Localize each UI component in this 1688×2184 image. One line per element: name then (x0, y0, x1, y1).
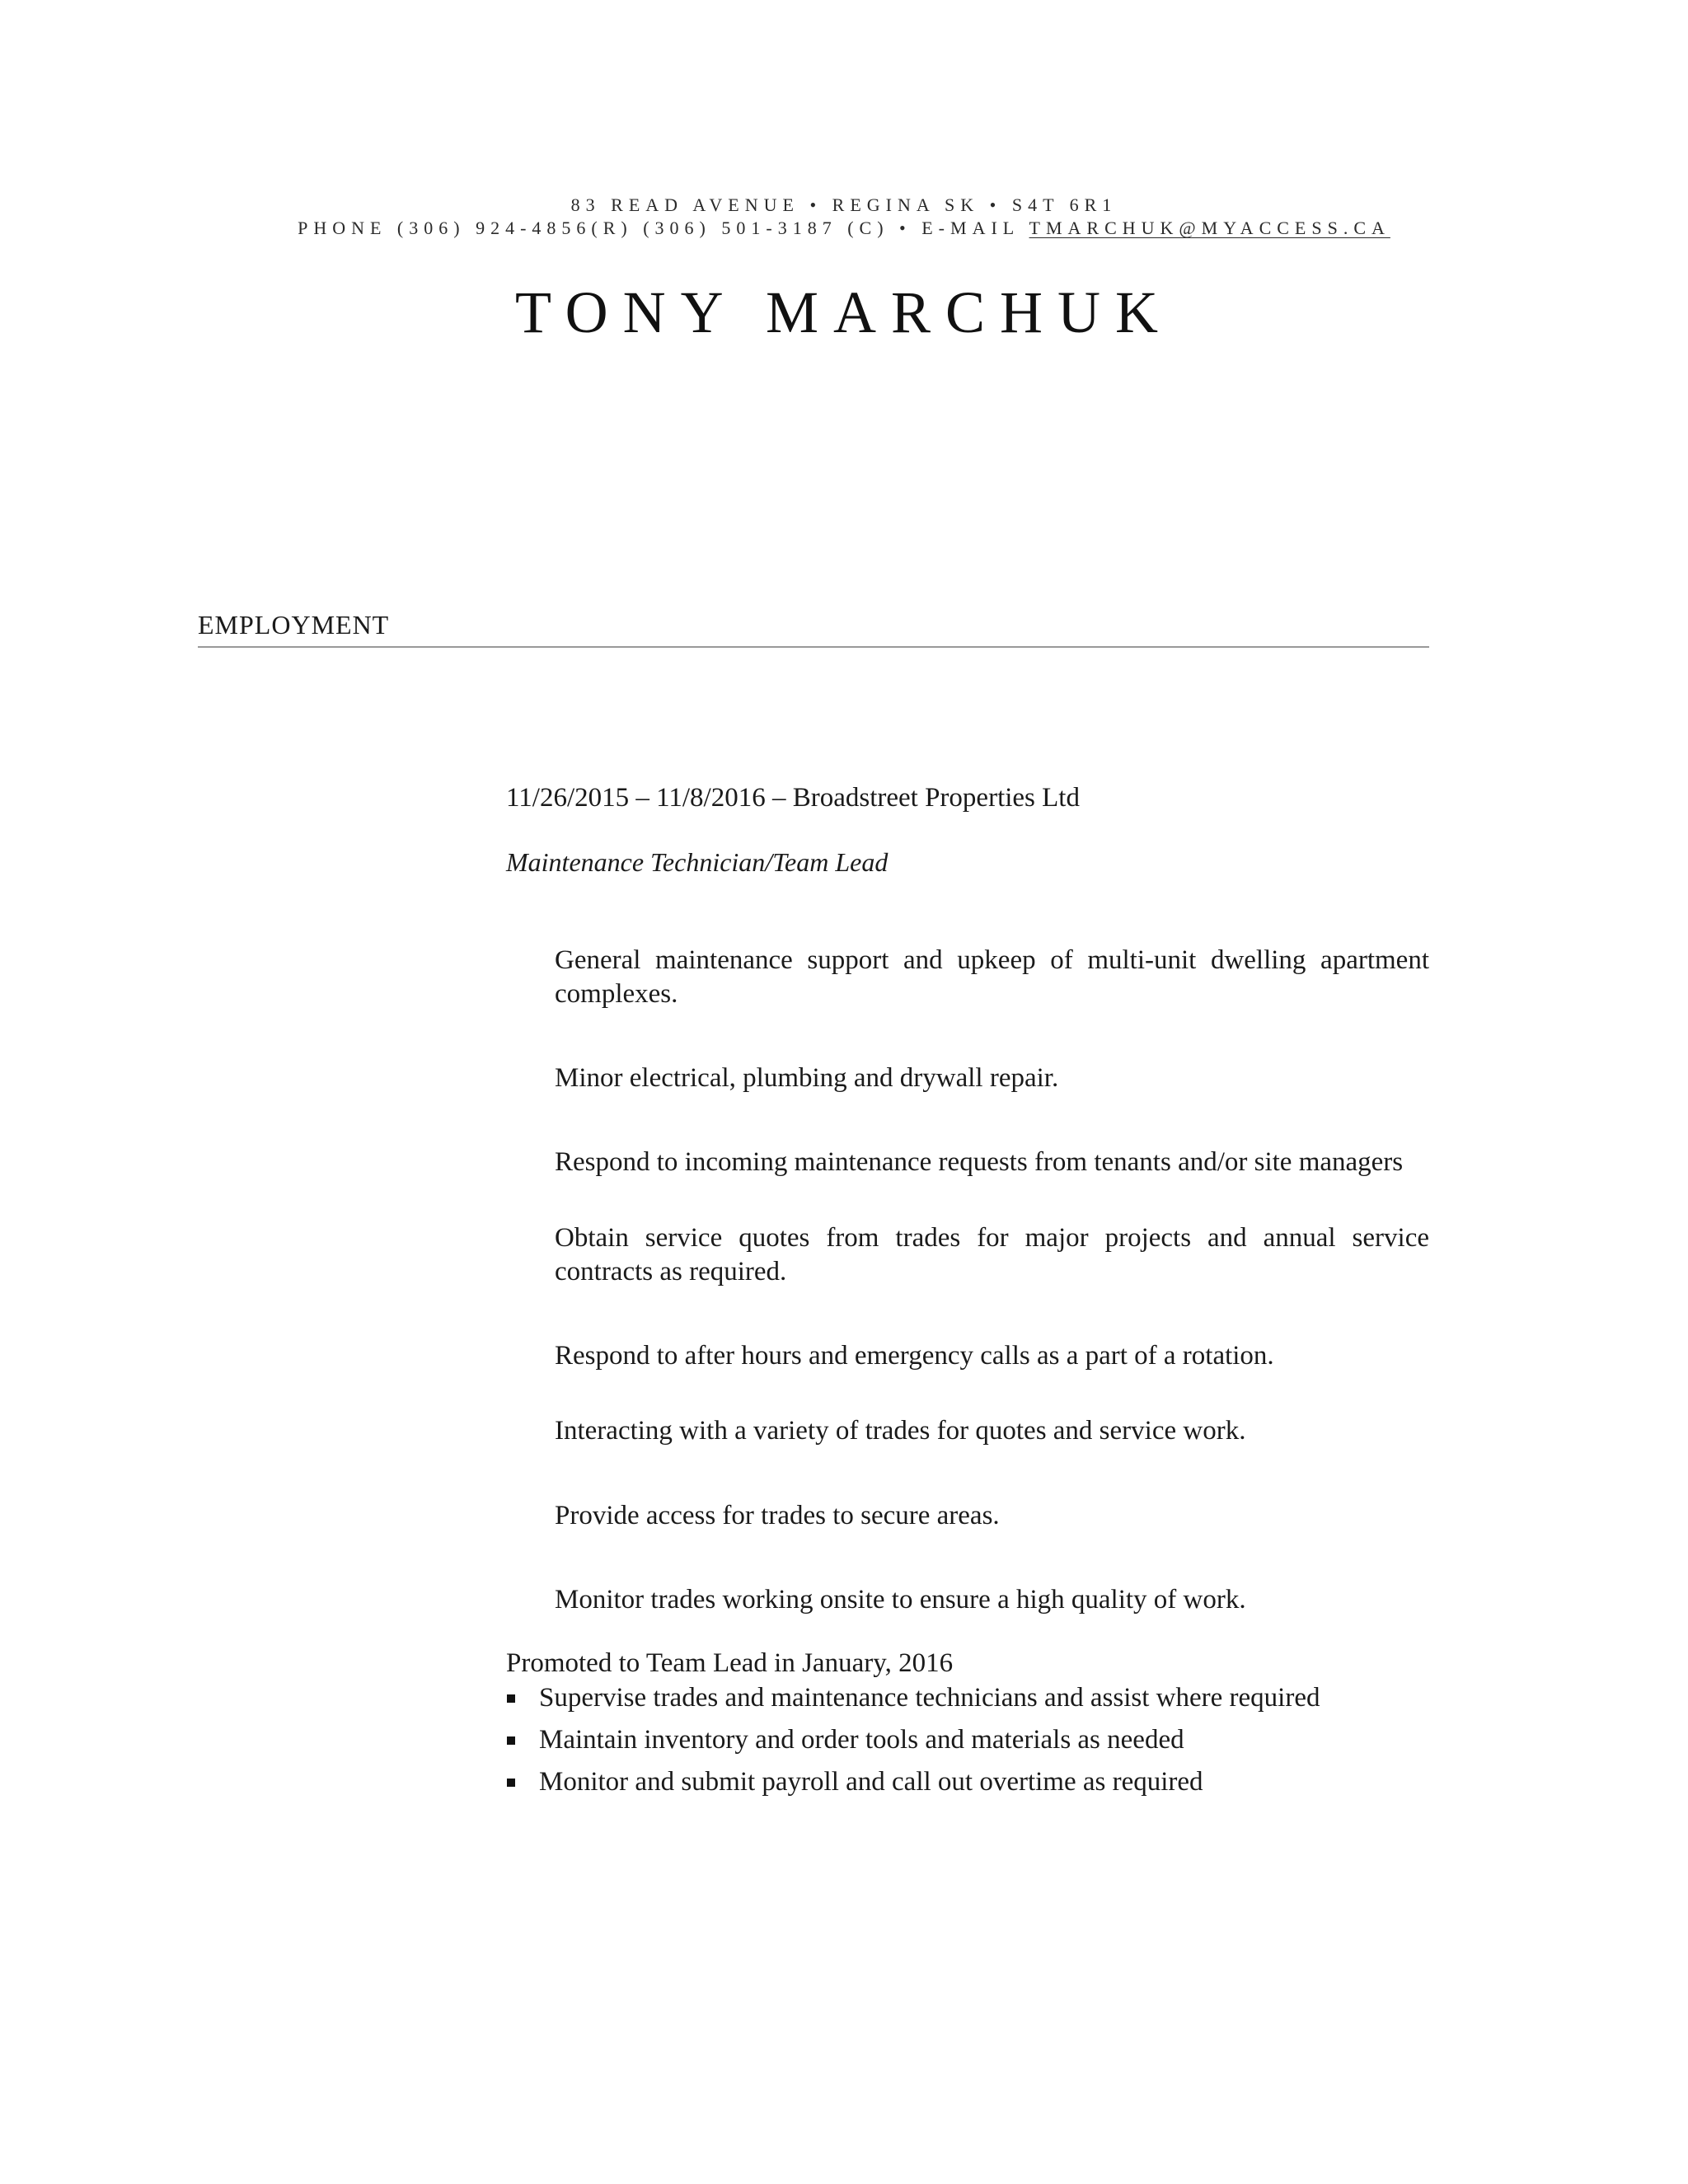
lead-duties-list (506, 1681, 1320, 1807)
duty-item: Respond to after hours and emergency calls as a part of a rotation. (555, 1341, 1274, 1371)
contact-phone: PHONE (306) 924-4856(R) (306) 501-3187 (C) • E-MAIL (298, 218, 1029, 238)
email-link[interactable]: TMARCHUK@MYACCESS.CA (1029, 218, 1390, 238)
duty-item: Interacting with a variety of trades for quotes and service work. (555, 1416, 1246, 1446)
contact-phone-email (0, 218, 1688, 239)
square-bullet-icon (507, 1736, 515, 1745)
list-item (506, 1681, 1320, 1723)
duty-item: Respond to incoming maintenance requests from tenants and/or site managers (555, 1147, 1404, 1177)
section-divider (198, 646, 1429, 648)
list-item (506, 1765, 1320, 1807)
list-item-text: Monitor and submit payroll and call out overtime as required (539, 1767, 1203, 1797)
duty-item: Provide access for trades to secure areas. (555, 1501, 1000, 1530)
list-item-text: Supervise trades and maintenance technicians and assist where required (539, 1683, 1320, 1713)
square-bullet-icon (507, 1779, 515, 1787)
job-header: 11/26/2015 – 11/8/2016 – Broadstreet Properties Ltd (506, 783, 1080, 813)
list-item (506, 1723, 1320, 1765)
employment-heading: EMPLOYMENT (198, 610, 390, 640)
duty-item: Monitor trades working onsite to ensure a high quality of work. (555, 1585, 1246, 1615)
duty-item: General maintenance support and upkeep of multi-unit dwelling apartment complexes. (555, 945, 1429, 1009)
duty-item: Obtain service quotes from trades for major projects and annual service contracts as required. (555, 1223, 1429, 1286)
job-title: Maintenance Technician/Team Lead (506, 847, 889, 877)
candidate-name: TONY MARCHUK (514, 279, 1174, 345)
square-bullet-icon (507, 1694, 515, 1703)
promotion-note: Promoted to Team Lead in January, 2016 (506, 1648, 954, 1678)
duty-item: Minor electrical, plumbing and drywall repair. (555, 1063, 1059, 1093)
list-item-text: Maintain inventory and order tools and materials as needed (539, 1725, 1184, 1755)
contact-address: 83 READ AVENUE • REGINA SK • S4T 6R1 (570, 194, 1118, 215)
